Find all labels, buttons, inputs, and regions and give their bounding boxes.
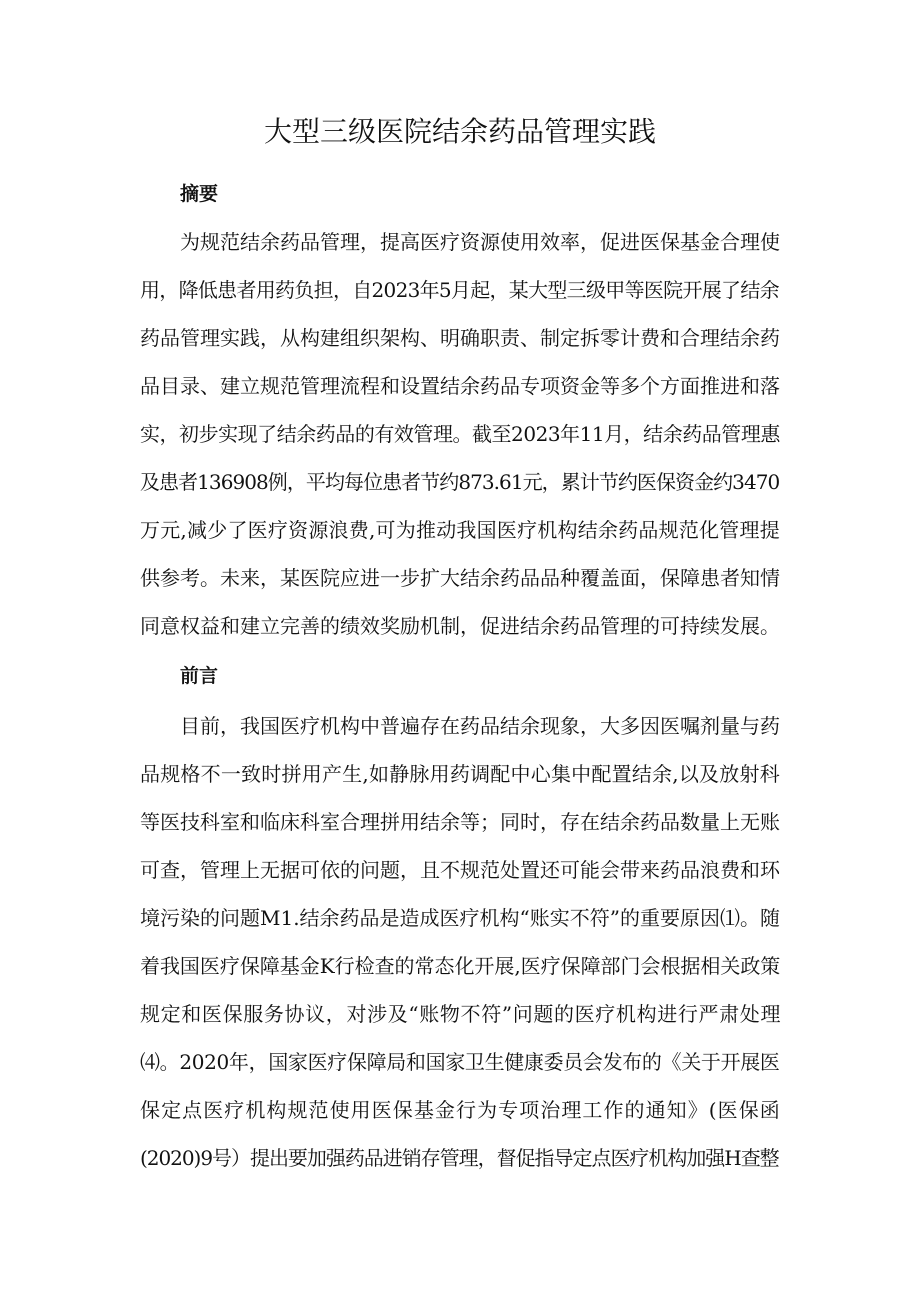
preface-line: 规定和医保服务协议，对涉及“账物不符”问题的医疗机构进行严肃处理 — [140, 1002, 782, 1026]
abstract-line: 实，初步实现了结余药品的有效管理。截至2023年11月，结余药品管理惠 — [140, 422, 780, 446]
preface-line: 境污染的问题M1.结余药品是造成医疗机构“账实不符”的重要原因⑴。随 — [140, 906, 781, 930]
preface-line: 目前，我国医疗机构中普遍存在药品结余现象，大多因医嘱剂量与药 — [180, 714, 780, 738]
preface-line: (2020)9号）提出要加强药品进销存管理，督促指导定点医疗机构加强H查整 — [140, 1146, 779, 1170]
abstract-line: 用，降低患者用药负担，自2023年5月起，某大型三级甲等医院开展了结余 — [140, 278, 779, 302]
abstract-line: 万元,减少了医疗资源浪费,可为推动我国医疗机构结余药品规范化管理提 — [140, 518, 780, 542]
preface-line: 品规格不一致时拼用产生,如静脉用药调配中心集中配置结余,以及放射科 — [140, 762, 780, 786]
abstract-line: 为规范结余药品管理，提高医疗资源使用效率，促进医保基金合理使 — [180, 230, 780, 254]
preface-line: ⑷。2020年，国家医疗保障局和国家卫生健康委员会发布的《关于开展医 — [140, 1050, 780, 1074]
preface-line: 着我国医疗保障基金K行检查的常态化开展,医疗保障部门会根据相关政策 — [140, 954, 781, 978]
document-title: 大型三级医院结余药品管理实践 — [263, 115, 656, 148]
preface-heading: 前言 — [180, 665, 219, 687]
abstract-line: 供参考。未来，某医院应进一步扩大结余药品品种覆盖面，保障患者知情 — [140, 566, 780, 590]
abstract-line: 品目录、建立规范管理流程和设置结余药品专项资金等多个方面推进和落 — [140, 374, 780, 398]
abstract-line: 及患者136908例，平均每位患者节约873.61元，累计节约医保资金约3470 — [140, 470, 780, 494]
preface-line: 等医技科室和临床科室合理拼用结余等；同时，存在结余药品数量上无账 — [140, 810, 780, 834]
preface-line: 可查，管理上无据可依的问题，且不规范处置还可能会带来药品浪费和环 — [140, 858, 780, 882]
abstract-line: 药品管理实践，从构建组织架构、明确职责、制定拆零计费和合理结余药 — [140, 326, 780, 350]
preface-line: 保定点医疗机构规范使用医保基金行为专项治理工作的通知》(医保函 — [140, 1098, 781, 1122]
abstract-line: 同意权益和建立完善的绩效奖励机制，促进结余药品管理的可持续发展。 — [140, 614, 780, 638]
abstract-heading: 摘要 — [180, 183, 219, 205]
